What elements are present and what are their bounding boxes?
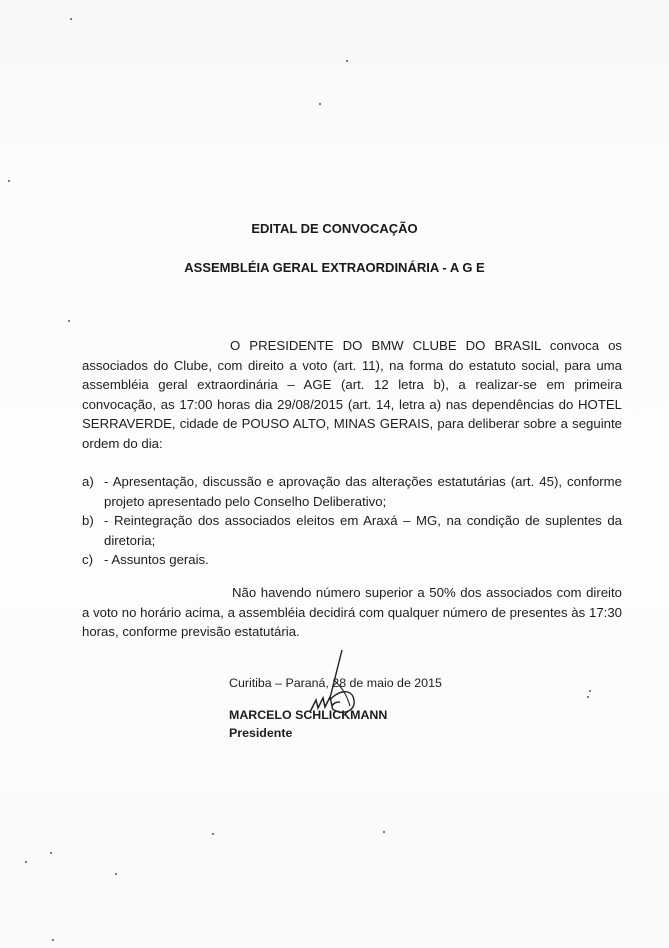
agenda-item xyxy=(82,550,622,570)
agenda-text: - Apresentação, discussão e aprovação das alterações estatutárias (art. 45), conforme projeto apresentado pelo Conselho Deliberativo; xyxy=(104,474,622,509)
document-subtitle: ASSEMBLÉIA GERAL EXTRAORDINÁRIA - A G E xyxy=(184,260,485,275)
agenda-list xyxy=(82,472,622,570)
scan-speck xyxy=(52,939,54,941)
agenda-text: - Assuntos gerais. xyxy=(104,552,209,567)
place-date: Curitiba – Paraná, 28 de maio de 2015 xyxy=(229,676,442,690)
signer-role: Presidente xyxy=(229,726,293,740)
scan-speck xyxy=(383,831,385,833)
scan-speck xyxy=(25,861,27,863)
agenda-marker: a) xyxy=(82,474,94,489)
scan-speck xyxy=(589,690,591,692)
agenda-marker: c) xyxy=(82,552,93,567)
agenda-item xyxy=(82,472,622,511)
scan-speck xyxy=(319,103,321,105)
scan-speck xyxy=(50,852,52,854)
scan-speck xyxy=(115,873,117,875)
agenda-marker: b) xyxy=(82,513,94,528)
scan-speck xyxy=(68,320,70,322)
agenda-item xyxy=(82,511,622,550)
scan-speck xyxy=(70,18,72,20)
signer-name: MARCELO SCHLICKMANN xyxy=(229,708,388,722)
scan-speck xyxy=(587,696,589,698)
opening-paragraph: O PRESIDENTE DO BMW CLUBE DO BRASIL convoca os associados do Clube, com direito a voto (art. 11), na forma do estatuto social, para uma assembléia geral extraordinária – AGE (art. 12 letra b), a realizar-se em primeira convocação, as 17:00 horas dia 29/08/2015 (art. 14, letra a) nas dependências do HOTEL SERRAVERDE, cidade de POUSO ALTO, MINAS GERAIS, para deliberar sobre a seguinte ordem do dia: xyxy=(82,338,622,451)
scan-speck xyxy=(346,60,348,62)
scan-speck xyxy=(8,180,10,182)
agenda-text: - Reintegração dos associados eleitos em Araxá – MG, na condição de suplentes da diretoria; xyxy=(104,513,622,548)
quorum-paragraph: Não havendo número superior a 50% dos associados com direito a voto no horário acima, a assembléia decidirá com qualquer número de presentes às 17:30 horas, conforme previsão estatutária. xyxy=(82,585,622,639)
scan-speck xyxy=(212,833,214,835)
document-title: EDITAL DE CONVOCAÇÃO xyxy=(251,221,418,236)
